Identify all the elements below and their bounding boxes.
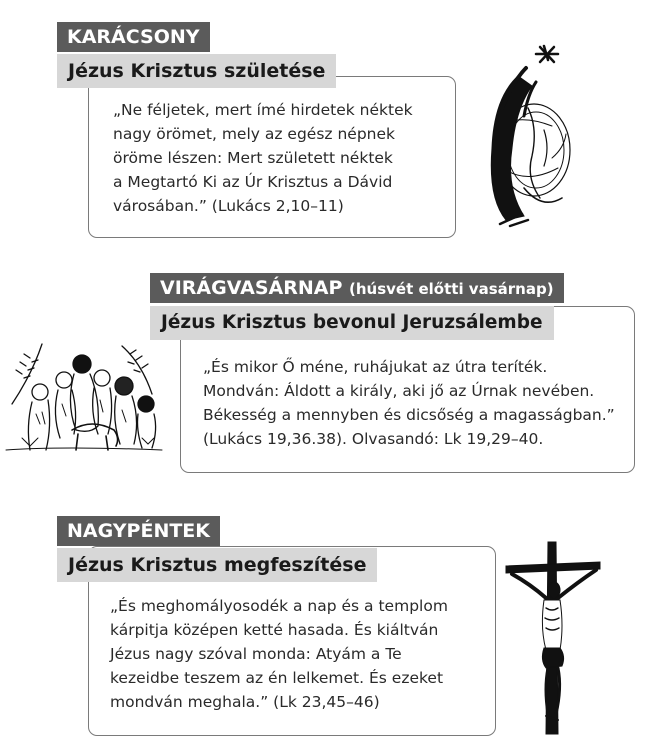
section-title-text: Jézus Krisztus megfeszítése: [68, 554, 367, 576]
feast-name: VIRÁGVASÁRNAP: [160, 277, 343, 299]
section-title-text: Jézus Krisztus születése: [68, 60, 326, 82]
crucifix-icon: [500, 538, 605, 738]
section-title: [150, 306, 554, 340]
palm-sunday-crowd-icon: [2, 334, 167, 454]
section-title: [57, 54, 336, 88]
feast-name: NAGYPÉNTEK: [67, 520, 211, 542]
bible-quote: „És meghomályosodék a nap és a templom kárpitja középen ketté hasada. És kiáltván Jézus nagy szóval monda: Atyám a Te kezeidbe teszem az én lelkemet. És ezeket mondván meghala.” (Lk 23,45–46): [110, 597, 448, 711]
bible-quote: „És mikor Ő méne, ruhájukat az útra teríték. Mondván: Áldott a király, aki jő az Úrnak nevében. Békesség a mennyben és dicsőség a magasságban.” (Lukács 19,36.38). Olvasandó: Lk 19,29–40.: [203, 358, 615, 448]
feast-label: [57, 516, 220, 546]
feast-label: [57, 22, 210, 52]
feast-note: (húsvét előtti vasárnap): [349, 280, 554, 298]
feast-label: [150, 273, 564, 303]
bible-quote: „Ne féljetek, mert ímé hirdetek néktek nagy örömet, mely az egész népnek öröme lészen: Mert született néktek a Megtartó Ki az Úr Krisztus a Dávid városában.” (Lukács 2,10–11): [113, 101, 413, 215]
section-title: [57, 548, 377, 582]
feast-name: KARÁCSONY: [67, 26, 200, 48]
nativity-mother-child-icon: [466, 38, 576, 228]
section-title-text: Jézus Krisztus bevonul Jeruzsálembe: [161, 312, 543, 333]
